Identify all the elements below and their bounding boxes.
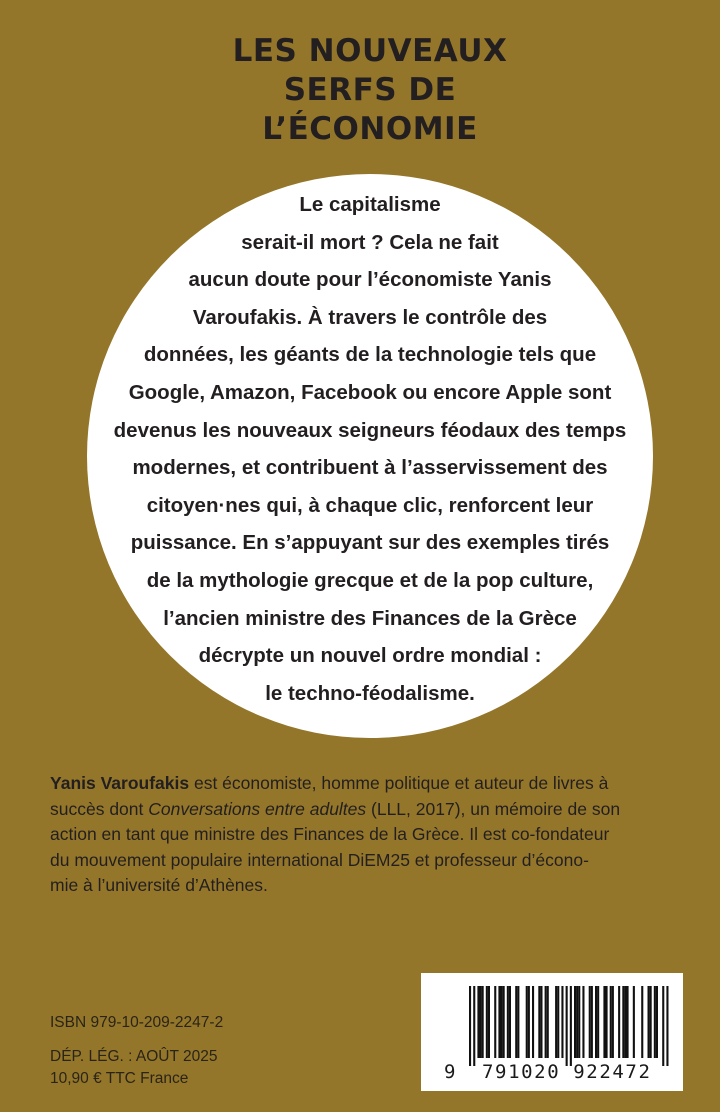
bio-line-5: mie à l’université d’Athènes. (50, 875, 268, 895)
blurb-line: aucun doute pour l’économiste Yanis (188, 268, 552, 292)
blurb-line: l’ancien ministre des Finances de la Grèce (163, 606, 577, 630)
blurb-line: puissance. En s’appuyant sur des exemples tirés (130, 531, 610, 555)
blurb-text (60, 186, 680, 712)
title-line-2: SERFS DE (283, 72, 457, 108)
blurb-line: modernes, et contribuent à l’asservissement des (132, 456, 608, 480)
price-text: 10,90 € TTC France (50, 1070, 189, 1087)
author-bio (50, 771, 690, 899)
title-line-3: L’ÉCONOMIE (262, 111, 478, 147)
blurb-line: décrypte un nouvel ordre mondial : (198, 644, 542, 668)
blurb-line: Le capitalisme (299, 193, 441, 216)
blurb-line: Varoufakis. À travers le contrôle des (192, 305, 548, 329)
barcode-first-digit: 9 (444, 1061, 458, 1083)
bio-line-4: du mouvement populaire international DiEM25 et professeur d’écono- (50, 849, 589, 870)
blurb-line: devenus les nouveaux seigneurs féodaux des temps (113, 418, 627, 442)
book-title (0, 32, 720, 149)
barcode-digits: 791020 922472 (482, 1061, 652, 1083)
bio-line-2: succès dont Conversations entre adultes (LLL, 2017), un mémoire de son (50, 798, 621, 819)
legal-deposit-text: DÉP. LÉG. : AOÛT 2025 (50, 1048, 218, 1065)
blurb-line: citoyen·nes qui, à chaque clic, renforcent leur (146, 493, 594, 517)
author-name: Yanis Varoufakis (50, 773, 190, 793)
book-reference: Conversations entre adultes (148, 798, 367, 819)
title-line-1: LES NOUVEAUX (232, 33, 508, 69)
blurb-line: Google, Amazon, Facebook ou encore Apple sont (128, 380, 612, 404)
barcode (421, 973, 683, 1091)
bio-line-1: Yanis Varoufakis est économiste, homme politique et auteur de livres à (50, 773, 609, 793)
blurb-line: serait-il mort ? Cela ne fait (241, 230, 499, 254)
bio-line-3: action en tant que ministre des Finances de la Grèce. Il est co-fondateur (50, 824, 610, 844)
blurb-line: de la mythologie grecque et de la pop culture, (146, 568, 594, 592)
isbn-text: ISBN 979-10-209-2247-2 (50, 1014, 224, 1031)
blurb-line: le techno-féodalisme. (265, 681, 475, 705)
blurb-line: données, les géants de la technologie tels que (143, 343, 597, 367)
